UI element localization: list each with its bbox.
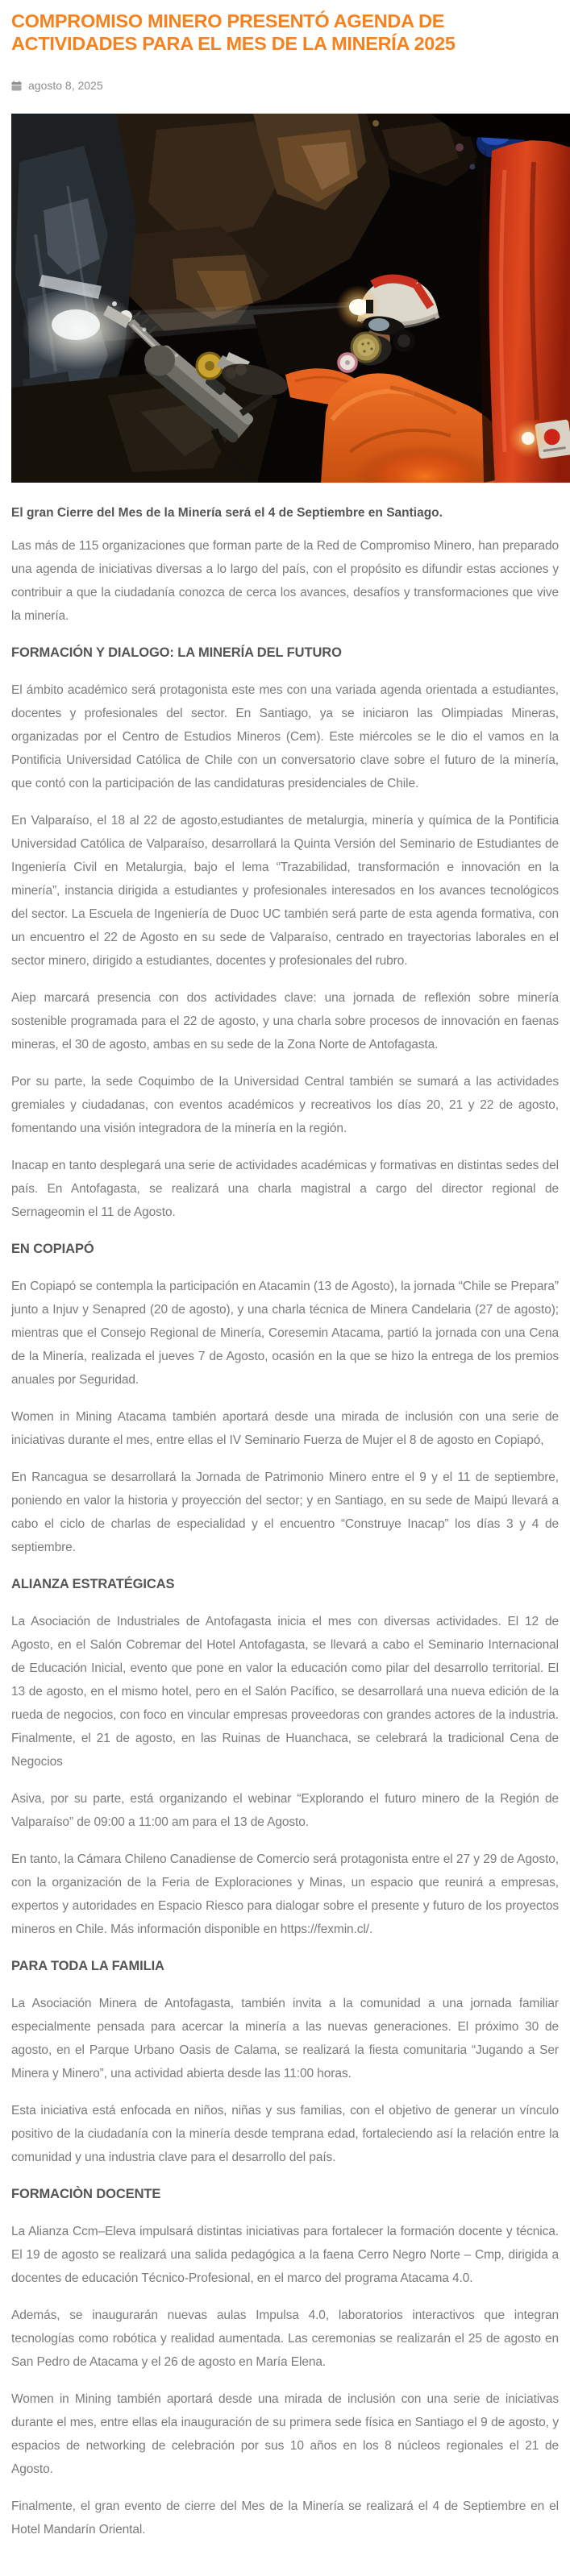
- article-paragraph: El ámbito académico será protagonista este mes con una variada agenda orientada a estudiantes, docentes y profesionales del sector. En Santiago, ya se iniciaron las Olimpiadas Mineras, organizadas por el Centro de Estudios Mineros (Cem). Este miércoles se le dio el vamos en la Pontificia Universidad Católica de Chile con un conversatorio clave sobre el futuro de la minería, que contó con la participación de las candidaturas presidenciales de Chile.: [11, 683, 559, 790]
- post-date: [11, 79, 559, 92]
- section-heading: ALIANZA ESTRATÉGICAS: [11, 1577, 175, 1591]
- article-paragraph: Asiva, por su parte, está organizando el webinar “Explorando el futuro minero de la Región de Valparaíso” de 09:00 a 11:00 am para el 13 de Agosto.: [11, 1792, 559, 1829]
- article-paragraph: Aiep marcará presencia con dos actividades clave: una jornada de reflexión sobre minería sostenible programada para el 22 de agosto, y una charla sobre procesos de innovación en faenas mineras, el 30 de agosto, ambas en su sede de la Zona Norte de Antofagasta.: [11, 991, 559, 1052]
- article-paragraph: En Valparaíso, el 18 al 22 de agosto,estudiantes de metalurgia, minería y química de la Pontificia Universidad Católica de Valparaíso, desarrollará la Quinta Versión del Seminario de Estudiantes de Ingeniería Civil en Metalurgia, bajo el lema “Trazabilidad, transformación e innovación en la minería”, instancia dirigida a estudiantes y profesionales interesados en los avances tecnológicos del sector. La Escuela de Ingeniería de Duoc UC también será parte de esta agenda formativa, con un encuentro el 22 de Agosto en su sede de Valparaíso, centrado en trayectorias laborales en el sector minero, dirigido a estudiantes, docentes y profesionales del rubro.: [11, 814, 559, 968]
- article-paragraph: En Copiapó se contempla la participación en Atacamin (13 de Agosto), la jornada “Chile se Prepara” junto a Injuv y Senapred (20 de agosto), y una charla técnica de Minera Candelaria (27 de agosto); mientras que el Consejo Regional de Minería, Coresemin Atacama, partió la jornada con una Cena de la Minería, realizada el jueves 7 de Agosto, ocasión en la que se hizo la entrega de los premios anuales por Seguridad.: [11, 1280, 559, 1387]
- section-heading: PARA TODA LA FAMILIA: [11, 1959, 164, 1973]
- image-caption: El gran Cierre del Mes de la Minería será el 4 de Septiembre en Santiago.: [11, 506, 443, 520]
- article-paragraph: Las más de 115 organizaciones que forman parte de la Red de Compromiso Minero, han preparado una agenda de iniciativas diversas a lo largo del país, con el propósito es difundir estas acciones y contribuir a que la ciudadanía conozca de cerca los avances, desafíos y transformaciones que vive la minería.: [11, 539, 559, 623]
- article-image: [11, 114, 570, 483]
- article-title: COMPROMISO MINERO PRESENTÓ AGENDA DE ACTIVIDADES PARA EL MES DE LA MINERÍA 2025: [11, 10, 456, 54]
- section-heading: FORMACIÓN Y DIALOGO: LA MINERÍA DEL FUTURO: [11, 645, 342, 660]
- section-heading: EN COPIAPÓ: [11, 1242, 94, 1256]
- article-paragraph: Además, se inaugurarán nuevas aulas Impulsa 4.0, laboratorios interactivos que integran tecnologías como robótica y realidad aumentada. Las ceremonias se realizarán el 25 de agosto en San Pedro de Atacama y el 26 de agosto en María Elena.: [11, 2308, 559, 2369]
- post-date-text: agosto 8, 2025: [28, 79, 103, 92]
- article-paragraph: Women in Mining Atacama también aportará desde una mirada de inclusión con una serie de iniciativas durante el mes, entre ellas el IV Seminario Fuerza de Mujer el 8 de agosto en Copiapó,: [11, 1410, 559, 1447]
- article-paragraph: La Alianza Ccm–Eleva impulsará distintas iniciativas para fortalecer la formación docente y técnica. El 19 de agosto se realizará una salida pedagógica a la faena Cerro Negro Norte – Cmp, dirigida a docentes de educación Técnico-Profesional, en el marco del programa Atacama 4.0.: [11, 2225, 559, 2285]
- article-paragraph: Inacap en tanto desplegará una serie de actividades académicas y formativas en distintas sedes del país. En Antofagasta, se realizará una charla magistral a cargo del director regional de Sernageomin el 11 de Agosto.: [11, 1159, 559, 1219]
- article-paragraph: La Asociación Minera de Antofagasta, también invita a la comunidad a una jornada familiar especialmente pensada para acercar la minería a las nuevas generaciones. El próximo 30 de agosto, en el Parque Urbano Oasis de Calama, se realizará la fiesta comunitaria “Jugando a Ser Minera y Minero”, una actividad abierta desde las 11:00 horas.: [11, 1997, 559, 2080]
- mine-photo-illustration: [11, 114, 570, 483]
- section-heading: FORMACIÒN DOCENTE: [11, 2187, 161, 2201]
- article-paragraph: Por su parte, la sede Coquimbo de la Universidad Central también se sumará a las actividades gremiales y ciudadanas, con eventos académicos y recreativos los días 20, 21 y 22 de agosto, fomentando una visión integradora de la minería en la región.: [11, 1075, 559, 1135]
- headlamp: [349, 299, 368, 315]
- article-paragraph: Esta iniciativa está enfocada en niños, niñas y sus familias, con el objetivo de generar un vínculo positivo de la ciudadanía con la minería desde temprana edad, fortaleciendo así la relación entre la comunidad y una industria clave para el desarrollo del país.: [11, 2104, 559, 2164]
- article-paragraph: Finalmente, el gran evento de cierre del Mes de la Minería se realizará el 4 de Septiembre en el Hotel Mandarín Oriental.: [11, 2499, 559, 2537]
- calendar-icon: [11, 81, 22, 91]
- article-paragraph: En Rancagua se desarrollará la Jornada de Patrimonio Minero entre el 9 y el 11 de septiembre, poniendo en valor la historia y proyección del sector; y en Santiago, en su sede de Maipú llevará a cabo el ciclo de charlas de especialidad y el encuentro “Construye Inacap” los días 3 y 4 de septiembre.: [11, 1471, 559, 1554]
- article-paragraph: Women in Mining también aportará desde una mirada de inclusión con una serie de iniciativas durante el mes, entre ellas ela inauguración de su primera sede física en Santiago el 9 de agosto, y espacios de networking de celebración por sus 10 años en los 8 núcleos regionales el 21 de Agosto.: [11, 2392, 559, 2476]
- article-body: [11, 534, 559, 2541]
- article-paragraph: En tanto, la Cámara Chileno Canadiense de Comercio será protagonista entre el 27 y 29 de Agosto, con la organización de la Feria de Exploraciones y Minas, un espacio que reunirá a empresas, expertos y autoridades en Espacio Riesco para dialogar sobre el presente y futuro de los proyectos mineros en Chile. Más información disponible en https://fexmin.cl/.: [11, 1852, 559, 1936]
- article-paragraph: La Asociación de Industriales de Antofagasta inicia el mes con diversas actividades. El 12 de Agosto, en el Salón Cobremar del Hotel Antofagasta, se llevará a cabo el Seminario Internacional de Educación Inicial, evento que pone en valor la educación como pilar del desarrollo territorial. El 13 de agosto, en el mismo hotel, pero en el Salón Pacífico, se desarrollará una nueva edición de la rueda de negocios, con foco en vincular empresas proveedoras con grandes actores de la industria. Finalmente, el 21 de agosto, en las Ruinas de Huanchaca, se celebrará la tradicional Cena de Negocios: [11, 1615, 559, 1769]
